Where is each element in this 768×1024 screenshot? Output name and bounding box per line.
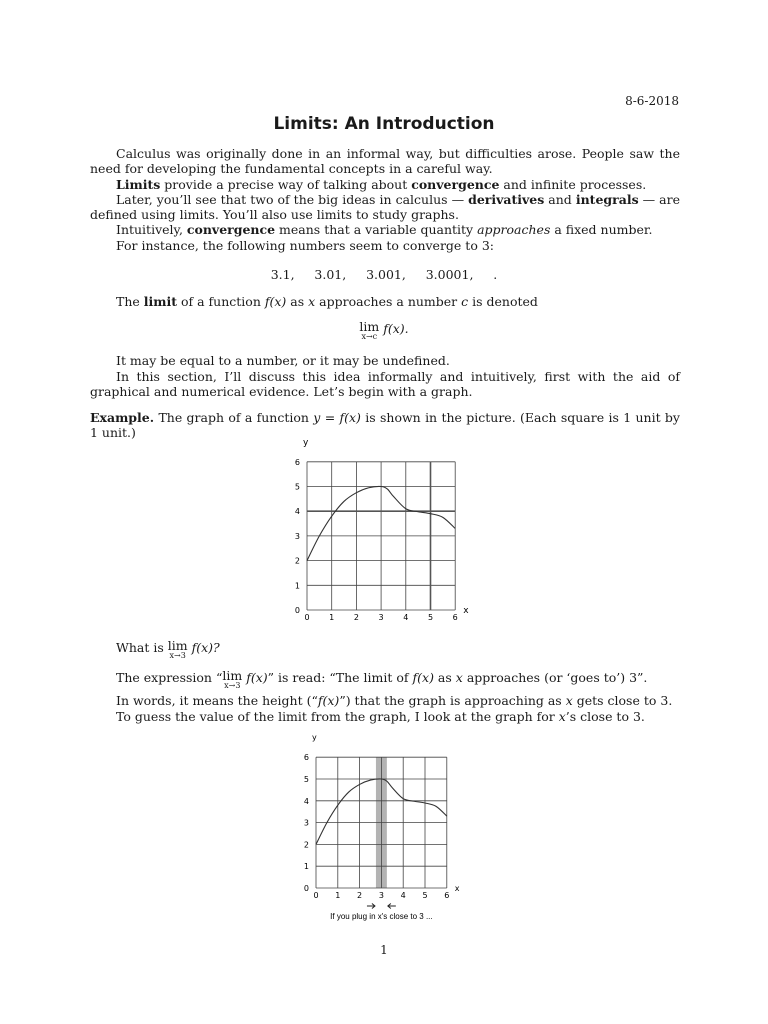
y-tick-label-5: 5	[294, 482, 300, 492]
y-tick-label-5: 5	[303, 775, 309, 784]
date: 8-6-2018	[625, 94, 679, 108]
y-tick-label-4: 4	[294, 507, 300, 517]
x-tick-label-4: 4	[400, 891, 406, 900]
y-tick-label-1: 1	[294, 581, 300, 591]
x-axis-label: x	[463, 606, 469, 616]
words-line: In words, it means the height (“f(x)”) that the graph is approaching as x gets close to 3.	[116, 693, 673, 708]
graph-grid	[307, 462, 455, 610]
x-axis-label: x	[454, 884, 460, 893]
x-tick-label-2: 2	[357, 891, 363, 900]
big-ideas-paragraph: Later, you’ll see that two of the big ideas in calculus — derivatives and integrals — are defined using limits. You’ll also use limits to study graphs.	[90, 192, 680, 223]
graph-tick-labels	[295, 458, 458, 622]
x-tick-label-6: 6	[444, 891, 450, 900]
question-line: What is lim x→3 f(x)?	[116, 638, 220, 660]
graph-grid	[316, 757, 447, 888]
intro-paragraph: Calculus was originally done in an informal way, but difficulties arose. People saw the need for developing the fundamental concepts in a careful way.	[90, 146, 680, 177]
graph-caption: If you plug in x's close to 3 ...	[330, 912, 433, 921]
y-tick-label-3: 3	[294, 531, 300, 541]
zoom-graph	[290, 730, 490, 925]
y-tick-label-6: 6	[303, 753, 309, 763]
y-tick-label-0: 0	[294, 606, 300, 615]
page-number: 1	[380, 943, 388, 957]
x-tick-label-5: 5	[427, 613, 434, 622]
x-tick-label-3: 3	[378, 613, 384, 622]
y-tick-label-4: 4	[303, 796, 309, 806]
limit-notation: lim x→c f(x).	[359, 319, 409, 341]
limit-definition-paragraph: The limit of a function f(x) as x approaches a number c is denoted	[116, 294, 538, 309]
y-tick-label-2: 2	[303, 840, 309, 850]
function-graph	[280, 430, 490, 630]
limits-paragraph: Limits provide a precise way of talking about convergence and infinite processes.	[116, 177, 647, 192]
x-tick-label-1: 1	[329, 613, 335, 622]
y-tick-label-3: 3	[303, 818, 309, 828]
y-tick-label-2: 2	[294, 556, 300, 566]
convergence-paragraph: Intuitively, convergence means that a variable quantity approaches a fixed number.	[116, 222, 653, 237]
y-tick-label-1: 1	[303, 862, 309, 872]
instance-paragraph: For instance, the following numbers seem to converge to 3:	[116, 238, 494, 253]
x-tick-label-6: 6	[452, 613, 458, 622]
section-paragraph: In this section, I’ll discuss this idea informally and intuitively, first with the aid of graphical and numerical evidence. Let’s begin with a graph.	[90, 369, 680, 400]
x-tick-label-0: 0	[313, 891, 319, 900]
undefined-paragraph: It may be equal to a number, or it may be undefined.	[116, 353, 450, 368]
page-title: Limits: An Introduction	[273, 114, 495, 134]
example-paragraph: Example. The graph of a function y = f(x) is shown in the picture. (Each square is 1 unit by 1 unit.)	[90, 410, 680, 441]
y-tick-label-6: 6	[294, 457, 300, 467]
y-axis-label: y	[303, 437, 309, 448]
x-tick-label-1: 1	[335, 891, 341, 900]
x-tick-label-3: 3	[378, 891, 384, 900]
x-tick-label-2: 2	[353, 613, 359, 622]
read-line: The expression “lim x→3 f(x)” is read: “The limit of f(x) as x approaches (or ‘goes to’) 3”.	[116, 668, 648, 690]
x-tick-label-0: 0	[304, 613, 310, 622]
sequence: 3.1, 3.01, 3.001, 3.0001, .	[270, 267, 498, 282]
x-tick-label-4: 4	[403, 613, 409, 622]
guess-line: To guess the value of the limit from the graph, I look at the graph for x’s close to 3.	[116, 709, 645, 724]
y-tick-label-0: 0	[303, 884, 309, 893]
x-tick-label-5: 5	[422, 891, 428, 900]
y-axis-label: y	[312, 733, 317, 743]
arrows	[367, 904, 396, 909]
